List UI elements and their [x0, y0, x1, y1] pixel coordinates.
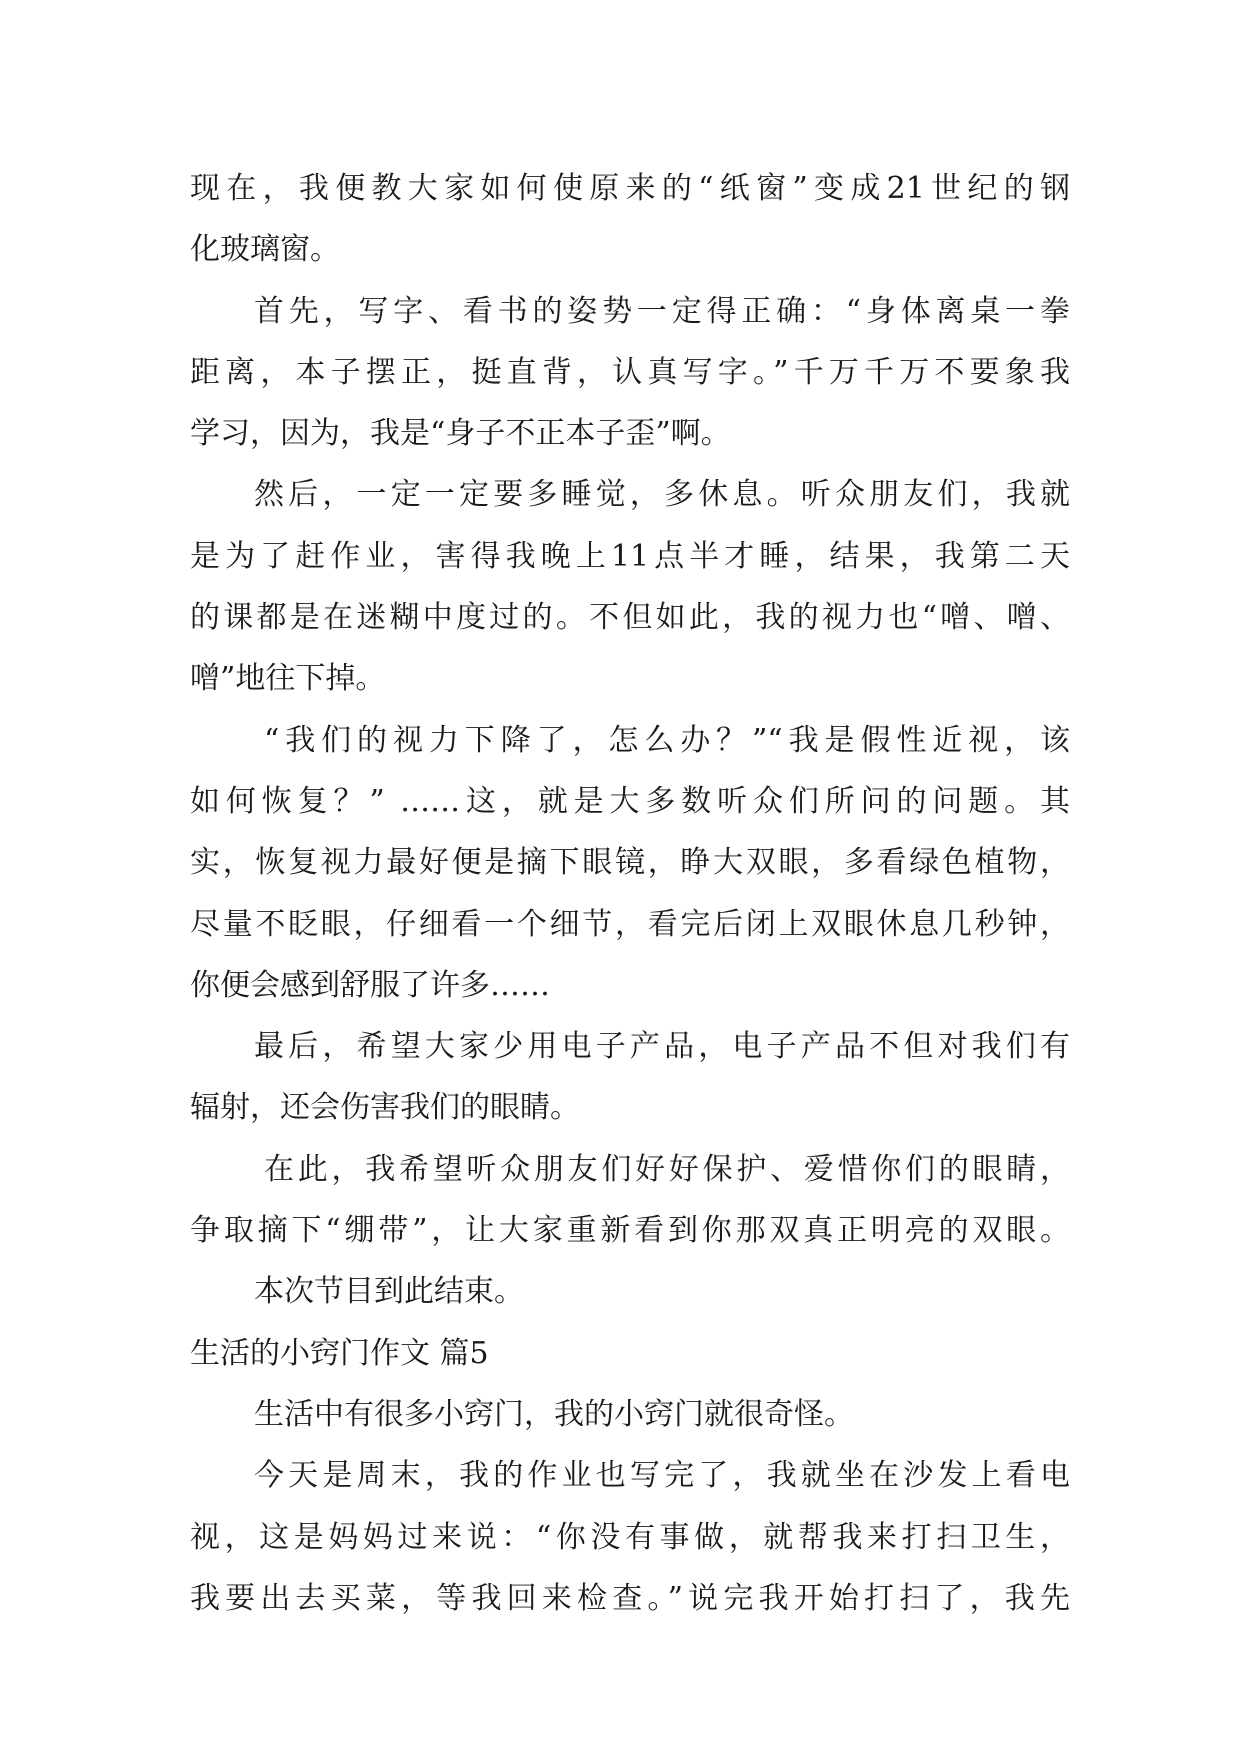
text-line: 如何恢复？” ……这，就是大多数听众们所问的问题。其	[190, 783, 1070, 819]
text-line: 最后，希望大家少用电子产品，电子产品不但对我们有	[254, 1029, 1070, 1065]
text-line: 你便会感到舒服了许多……	[190, 967, 550, 1003]
text-line: 学习，因为，我是“身子不正本子歪”啊。	[190, 416, 731, 452]
text-line: 的课都是在迷糊中度过的。不但如此，我的视力也“噌、噌、	[190, 600, 1070, 636]
document-body	[190, 158, 1070, 1629]
text-line: 视，这是妈妈过来说：“你没有事做，就帮我来打扫卫生，	[190, 1519, 1070, 1555]
text-line: 首先，写字、看书的姿势一定得正确：“身体离桌一拳	[254, 293, 1070, 329]
text-line: 争取摘下“绷带”，让大家重新看到你那双真正明亮的双眼。	[190, 1213, 1070, 1249]
text-line: 然后，一定一定要多睡觉，多休息。听众朋友们，我就	[254, 477, 1070, 513]
text-line: 是为了赶作业，害得我晚上11点半才睡，结果，我第二天	[190, 538, 1070, 574]
section-heading: 生活的小窍门作文 篇5	[190, 1335, 489, 1371]
text-line: 化玻璃窗。	[190, 232, 340, 268]
text-line: “我们的视力下降了，怎么办？”“我是假性近视，该	[264, 722, 1070, 758]
text-line: 我要出去买菜，等我回来检查。”说完我开始打扫了，我先	[190, 1580, 1070, 1616]
text-line: 本次节目到此结束。	[254, 1274, 524, 1310]
text-line: 实，恢复视力最好便是摘下眼镜，睁大双眼，多看绿色植物，	[190, 845, 1070, 881]
text-line: 辐射，还会伤害我们的眼睛。	[190, 1090, 580, 1126]
text-line: 噌”地往下掉。	[190, 661, 386, 697]
text-line: 现在，我便教大家如何使原来的“纸窗”变成21世纪的钢	[190, 171, 1070, 206]
text-line: 今天是周末，我的作业也写完了，我就坐在沙发上看电	[254, 1458, 1070, 1494]
text-line: 距离，本子摆正，挺直背，认真写字。”千万千万不要象我	[190, 354, 1070, 390]
text-line: 尽量不眨眼，仔细看一个细节，看完后闭上双眼休息几秒钟，	[190, 906, 1070, 942]
text-line: 生活中有很多小窍门，我的小窍门就很奇怪。	[254, 1396, 854, 1432]
text-line: 在此，我希望听众朋友们好好保护、爱惜你们的眼睛，	[264, 1151, 1070, 1187]
